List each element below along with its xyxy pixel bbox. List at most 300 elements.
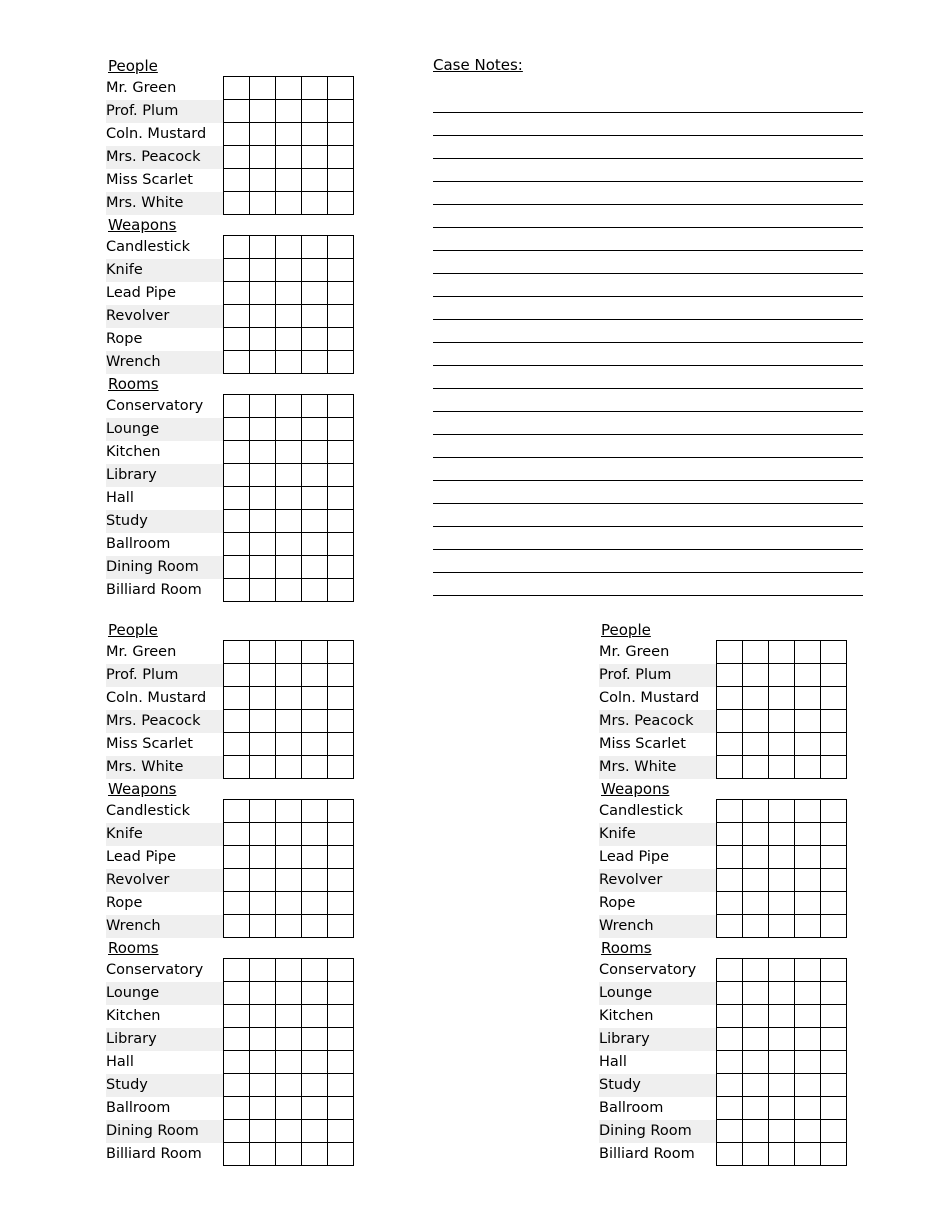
grid-checkbox-cell[interactable] xyxy=(250,1051,276,1074)
case-note-line[interactable] xyxy=(433,458,863,481)
grid-checkbox-cell[interactable] xyxy=(769,664,795,687)
grid-checkbox-cell[interactable] xyxy=(250,305,276,328)
grid-checkbox-cell[interactable] xyxy=(276,823,302,846)
grid-checkbox-cell[interactable] xyxy=(302,282,328,305)
grid-checkbox-cell[interactable] xyxy=(328,395,354,418)
grid-checkbox-cell[interactable] xyxy=(250,869,276,892)
grid-checkbox-cell[interactable] xyxy=(224,869,250,892)
grid-checkbox-cell[interactable] xyxy=(769,915,795,938)
grid-checkbox-cell[interactable] xyxy=(769,1074,795,1097)
grid-checkbox-cell[interactable] xyxy=(821,1005,847,1028)
grid-checkbox-cell[interactable] xyxy=(795,915,821,938)
grid-checkbox-cell[interactable] xyxy=(328,1051,354,1074)
grid-checkbox-cell[interactable] xyxy=(276,328,302,351)
grid-checkbox-cell[interactable] xyxy=(821,1120,847,1143)
grid-checkbox-cell[interactable] xyxy=(769,823,795,846)
grid-checkbox-cell[interactable] xyxy=(717,756,743,779)
case-note-line[interactable] xyxy=(433,182,863,205)
grid-checkbox-cell[interactable] xyxy=(821,869,847,892)
grid-checkbox-cell[interactable] xyxy=(276,1097,302,1120)
grid-checkbox-cell[interactable] xyxy=(302,487,328,510)
grid-checkbox-cell[interactable] xyxy=(743,1028,769,1051)
grid-checkbox-cell[interactable] xyxy=(302,959,328,982)
grid-checkbox-cell[interactable] xyxy=(328,556,354,579)
grid-checkbox-cell[interactable] xyxy=(302,823,328,846)
grid-checkbox-cell[interactable] xyxy=(302,1051,328,1074)
grid-checkbox-cell[interactable] xyxy=(795,733,821,756)
grid-checkbox-cell[interactable] xyxy=(328,687,354,710)
grid-checkbox-cell[interactable] xyxy=(769,869,795,892)
grid-checkbox-cell[interactable] xyxy=(769,1051,795,1074)
grid-checkbox-cell[interactable] xyxy=(250,846,276,869)
grid-checkbox-cell[interactable] xyxy=(276,1143,302,1166)
grid-checkbox-cell[interactable] xyxy=(224,641,250,664)
grid-checkbox-cell[interactable] xyxy=(250,1097,276,1120)
grid-checkbox-cell[interactable] xyxy=(717,869,743,892)
case-note-line[interactable] xyxy=(433,228,863,251)
grid-checkbox-cell[interactable] xyxy=(795,756,821,779)
grid-checkbox-cell[interactable] xyxy=(250,395,276,418)
grid-checkbox-cell[interactable] xyxy=(328,510,354,533)
grid-checkbox-cell[interactable] xyxy=(795,641,821,664)
grid-checkbox-cell[interactable] xyxy=(717,915,743,938)
grid-checkbox-cell[interactable] xyxy=(328,123,354,146)
grid-checkbox-cell[interactable] xyxy=(250,282,276,305)
grid-checkbox-cell[interactable] xyxy=(328,915,354,938)
grid-checkbox-cell[interactable] xyxy=(821,1028,847,1051)
grid-checkbox-cell[interactable] xyxy=(224,579,250,602)
grid-checkbox-cell[interactable] xyxy=(328,1028,354,1051)
grid-checkbox-cell[interactable] xyxy=(743,664,769,687)
grid-checkbox-cell[interactable] xyxy=(743,1051,769,1074)
grid-checkbox-cell[interactable] xyxy=(250,1120,276,1143)
grid-checkbox-cell[interactable] xyxy=(328,533,354,556)
grid-checkbox-cell[interactable] xyxy=(795,982,821,1005)
grid-checkbox-cell[interactable] xyxy=(250,441,276,464)
grid-checkbox-cell[interactable] xyxy=(250,982,276,1005)
grid-checkbox-cell[interactable] xyxy=(224,1028,250,1051)
grid-checkbox-cell[interactable] xyxy=(250,959,276,982)
grid-checkbox-cell[interactable] xyxy=(276,123,302,146)
grid-checkbox-cell[interactable] xyxy=(276,556,302,579)
grid-checkbox-cell[interactable] xyxy=(250,556,276,579)
grid-checkbox-cell[interactable] xyxy=(302,1097,328,1120)
grid-checkbox-cell[interactable] xyxy=(302,982,328,1005)
grid-checkbox-cell[interactable] xyxy=(328,1097,354,1120)
case-note-line[interactable] xyxy=(433,573,863,596)
grid-checkbox-cell[interactable] xyxy=(250,664,276,687)
grid-checkbox-cell[interactable] xyxy=(821,756,847,779)
grid-checkbox-cell[interactable] xyxy=(276,846,302,869)
grid-checkbox-cell[interactable] xyxy=(302,1120,328,1143)
grid-checkbox-cell[interactable] xyxy=(821,1074,847,1097)
grid-checkbox-cell[interactable] xyxy=(224,823,250,846)
grid-checkbox-cell[interactable] xyxy=(717,733,743,756)
grid-checkbox-cell[interactable] xyxy=(250,510,276,533)
grid-checkbox-cell[interactable] xyxy=(302,328,328,351)
grid-checkbox-cell[interactable] xyxy=(224,687,250,710)
grid-checkbox-cell[interactable] xyxy=(250,823,276,846)
grid-checkbox-cell[interactable] xyxy=(302,464,328,487)
grid-checkbox-cell[interactable] xyxy=(276,959,302,982)
grid-checkbox-cell[interactable] xyxy=(821,664,847,687)
grid-checkbox-cell[interactable] xyxy=(769,800,795,823)
grid-checkbox-cell[interactable] xyxy=(302,123,328,146)
grid-checkbox-cell[interactable] xyxy=(743,756,769,779)
grid-checkbox-cell[interactable] xyxy=(302,733,328,756)
grid-checkbox-cell[interactable] xyxy=(821,892,847,915)
grid-checkbox-cell[interactable] xyxy=(328,892,354,915)
grid-checkbox-cell[interactable] xyxy=(717,1143,743,1166)
grid-checkbox-cell[interactable] xyxy=(224,1143,250,1166)
grid-checkbox-cell[interactable] xyxy=(302,169,328,192)
grid-checkbox-cell[interactable] xyxy=(276,1005,302,1028)
grid-checkbox-cell[interactable] xyxy=(276,800,302,823)
grid-checkbox-cell[interactable] xyxy=(769,1005,795,1028)
grid-checkbox-cell[interactable] xyxy=(276,1074,302,1097)
grid-checkbox-cell[interactable] xyxy=(328,641,354,664)
grid-checkbox-cell[interactable] xyxy=(795,869,821,892)
grid-checkbox-cell[interactable] xyxy=(224,733,250,756)
grid-checkbox-cell[interactable] xyxy=(717,664,743,687)
grid-checkbox-cell[interactable] xyxy=(302,259,328,282)
grid-checkbox-cell[interactable] xyxy=(276,1120,302,1143)
grid-checkbox-cell[interactable] xyxy=(276,77,302,100)
grid-checkbox-cell[interactable] xyxy=(743,641,769,664)
grid-checkbox-cell[interactable] xyxy=(328,418,354,441)
grid-checkbox-cell[interactable] xyxy=(302,756,328,779)
grid-checkbox-cell[interactable] xyxy=(224,1074,250,1097)
grid-checkbox-cell[interactable] xyxy=(769,1143,795,1166)
grid-checkbox-cell[interactable] xyxy=(328,100,354,123)
grid-checkbox-cell[interactable] xyxy=(717,823,743,846)
grid-checkbox-cell[interactable] xyxy=(276,487,302,510)
grid-checkbox-cell[interactable] xyxy=(276,100,302,123)
grid-checkbox-cell[interactable] xyxy=(250,236,276,259)
grid-checkbox-cell[interactable] xyxy=(821,1051,847,1074)
grid-checkbox-cell[interactable] xyxy=(821,982,847,1005)
case-note-line[interactable] xyxy=(433,527,863,550)
grid-checkbox-cell[interactable] xyxy=(302,351,328,374)
grid-checkbox-cell[interactable] xyxy=(328,259,354,282)
grid-checkbox-cell[interactable] xyxy=(224,100,250,123)
grid-checkbox-cell[interactable] xyxy=(302,1005,328,1028)
grid-checkbox-cell[interactable] xyxy=(743,892,769,915)
grid-checkbox-cell[interactable] xyxy=(795,892,821,915)
grid-checkbox-cell[interactable] xyxy=(743,959,769,982)
grid-checkbox-cell[interactable] xyxy=(250,800,276,823)
grid-checkbox-cell[interactable] xyxy=(302,441,328,464)
grid-checkbox-cell[interactable] xyxy=(821,915,847,938)
grid-checkbox-cell[interactable] xyxy=(743,1005,769,1028)
grid-checkbox-cell[interactable] xyxy=(769,733,795,756)
grid-checkbox-cell[interactable] xyxy=(821,1143,847,1166)
grid-checkbox-cell[interactable] xyxy=(743,733,769,756)
grid-checkbox-cell[interactable] xyxy=(328,1074,354,1097)
grid-checkbox-cell[interactable] xyxy=(743,1143,769,1166)
grid-checkbox-cell[interactable] xyxy=(302,846,328,869)
grid-checkbox-cell[interactable] xyxy=(328,1120,354,1143)
grid-checkbox-cell[interactable] xyxy=(743,915,769,938)
grid-checkbox-cell[interactable] xyxy=(302,869,328,892)
grid-checkbox-cell[interactable] xyxy=(769,892,795,915)
grid-checkbox-cell[interactable] xyxy=(795,1097,821,1120)
grid-checkbox-cell[interactable] xyxy=(250,146,276,169)
grid-checkbox-cell[interactable] xyxy=(224,892,250,915)
grid-checkbox-cell[interactable] xyxy=(224,710,250,733)
grid-checkbox-cell[interactable] xyxy=(328,869,354,892)
grid-checkbox-cell[interactable] xyxy=(717,1120,743,1143)
grid-checkbox-cell[interactable] xyxy=(717,641,743,664)
grid-checkbox-cell[interactable] xyxy=(302,100,328,123)
grid-checkbox-cell[interactable] xyxy=(769,687,795,710)
grid-checkbox-cell[interactable] xyxy=(250,192,276,215)
case-note-line[interactable] xyxy=(433,389,863,412)
grid-checkbox-cell[interactable] xyxy=(250,464,276,487)
grid-checkbox-cell[interactable] xyxy=(302,664,328,687)
grid-checkbox-cell[interactable] xyxy=(224,1097,250,1120)
grid-checkbox-cell[interactable] xyxy=(328,351,354,374)
grid-checkbox-cell[interactable] xyxy=(795,959,821,982)
grid-checkbox-cell[interactable] xyxy=(250,892,276,915)
grid-checkbox-cell[interactable] xyxy=(769,1028,795,1051)
grid-checkbox-cell[interactable] xyxy=(224,236,250,259)
grid-checkbox-cell[interactable] xyxy=(250,710,276,733)
grid-checkbox-cell[interactable] xyxy=(743,687,769,710)
grid-checkbox-cell[interactable] xyxy=(328,77,354,100)
case-note-line[interactable] xyxy=(433,435,863,458)
grid-checkbox-cell[interactable] xyxy=(795,800,821,823)
grid-checkbox-cell[interactable] xyxy=(717,800,743,823)
grid-checkbox-cell[interactable] xyxy=(250,77,276,100)
grid-checkbox-cell[interactable] xyxy=(276,351,302,374)
grid-checkbox-cell[interactable] xyxy=(302,1074,328,1097)
grid-checkbox-cell[interactable] xyxy=(328,1005,354,1028)
grid-checkbox-cell[interactable] xyxy=(276,664,302,687)
grid-checkbox-cell[interactable] xyxy=(328,282,354,305)
grid-checkbox-cell[interactable] xyxy=(276,146,302,169)
grid-checkbox-cell[interactable] xyxy=(328,1143,354,1166)
case-note-line[interactable] xyxy=(433,90,863,113)
case-note-line[interactable] xyxy=(433,550,863,573)
grid-checkbox-cell[interactable] xyxy=(821,800,847,823)
grid-checkbox-cell[interactable] xyxy=(795,823,821,846)
case-note-line[interactable] xyxy=(433,205,863,228)
grid-checkbox-cell[interactable] xyxy=(224,959,250,982)
grid-checkbox-cell[interactable] xyxy=(224,664,250,687)
grid-checkbox-cell[interactable] xyxy=(795,1028,821,1051)
grid-checkbox-cell[interactable] xyxy=(224,441,250,464)
case-notes-lines[interactable] xyxy=(433,90,863,596)
grid-checkbox-cell[interactable] xyxy=(795,664,821,687)
grid-checkbox-cell[interactable] xyxy=(328,959,354,982)
grid-checkbox-cell[interactable] xyxy=(302,892,328,915)
grid-checkbox-cell[interactable] xyxy=(821,846,847,869)
case-note-line[interactable] xyxy=(433,412,863,435)
grid-checkbox-cell[interactable] xyxy=(224,533,250,556)
grid-checkbox-cell[interactable] xyxy=(769,756,795,779)
grid-checkbox-cell[interactable] xyxy=(743,823,769,846)
grid-checkbox-cell[interactable] xyxy=(717,687,743,710)
grid-checkbox-cell[interactable] xyxy=(250,169,276,192)
grid-checkbox-cell[interactable] xyxy=(276,395,302,418)
grid-checkbox-cell[interactable] xyxy=(717,1005,743,1028)
grid-checkbox-cell[interactable] xyxy=(795,846,821,869)
grid-checkbox-cell[interactable] xyxy=(250,328,276,351)
grid-checkbox-cell[interactable] xyxy=(328,710,354,733)
grid-checkbox-cell[interactable] xyxy=(250,100,276,123)
grid-checkbox-cell[interactable] xyxy=(795,1143,821,1166)
grid-checkbox-cell[interactable] xyxy=(250,756,276,779)
grid-checkbox-cell[interactable] xyxy=(302,915,328,938)
grid-checkbox-cell[interactable] xyxy=(302,395,328,418)
case-note-line[interactable] xyxy=(433,343,863,366)
grid-checkbox-cell[interactable] xyxy=(769,641,795,664)
grid-checkbox-cell[interactable] xyxy=(276,915,302,938)
grid-checkbox-cell[interactable] xyxy=(224,282,250,305)
grid-checkbox-cell[interactable] xyxy=(302,687,328,710)
grid-checkbox-cell[interactable] xyxy=(224,1005,250,1028)
grid-checkbox-cell[interactable] xyxy=(328,846,354,869)
grid-checkbox-cell[interactable] xyxy=(821,823,847,846)
grid-checkbox-cell[interactable] xyxy=(250,1005,276,1028)
case-note-line[interactable] xyxy=(433,481,863,504)
grid-checkbox-cell[interactable] xyxy=(276,533,302,556)
grid-checkbox-cell[interactable] xyxy=(276,282,302,305)
grid-checkbox-cell[interactable] xyxy=(276,579,302,602)
grid-checkbox-cell[interactable] xyxy=(224,395,250,418)
grid-checkbox-cell[interactable] xyxy=(224,846,250,869)
grid-checkbox-cell[interactable] xyxy=(250,687,276,710)
grid-checkbox-cell[interactable] xyxy=(276,892,302,915)
grid-checkbox-cell[interactable] xyxy=(328,192,354,215)
grid-checkbox-cell[interactable] xyxy=(743,710,769,733)
grid-checkbox-cell[interactable] xyxy=(717,1028,743,1051)
grid-checkbox-cell[interactable] xyxy=(276,441,302,464)
grid-checkbox-cell[interactable] xyxy=(717,982,743,1005)
grid-checkbox-cell[interactable] xyxy=(224,192,250,215)
grid-checkbox-cell[interactable] xyxy=(276,464,302,487)
grid-checkbox-cell[interactable] xyxy=(717,846,743,869)
grid-checkbox-cell[interactable] xyxy=(224,756,250,779)
grid-checkbox-cell[interactable] xyxy=(717,959,743,982)
grid-checkbox-cell[interactable] xyxy=(276,192,302,215)
grid-checkbox-cell[interactable] xyxy=(224,464,250,487)
grid-checkbox-cell[interactable] xyxy=(328,664,354,687)
grid-checkbox-cell[interactable] xyxy=(328,756,354,779)
grid-checkbox-cell[interactable] xyxy=(328,328,354,351)
case-note-line[interactable] xyxy=(433,320,863,343)
grid-checkbox-cell[interactable] xyxy=(328,441,354,464)
grid-checkbox-cell[interactable] xyxy=(717,892,743,915)
grid-checkbox-cell[interactable] xyxy=(717,1074,743,1097)
grid-checkbox-cell[interactable] xyxy=(328,146,354,169)
grid-checkbox-cell[interactable] xyxy=(276,982,302,1005)
grid-checkbox-cell[interactable] xyxy=(302,77,328,100)
grid-checkbox-cell[interactable] xyxy=(224,556,250,579)
grid-checkbox-cell[interactable] xyxy=(250,533,276,556)
grid-checkbox-cell[interactable] xyxy=(224,1120,250,1143)
grid-checkbox-cell[interactable] xyxy=(821,641,847,664)
grid-checkbox-cell[interactable] xyxy=(276,236,302,259)
grid-checkbox-cell[interactable] xyxy=(769,982,795,1005)
grid-checkbox-cell[interactable] xyxy=(717,710,743,733)
grid-checkbox-cell[interactable] xyxy=(328,236,354,259)
grid-checkbox-cell[interactable] xyxy=(224,1051,250,1074)
grid-checkbox-cell[interactable] xyxy=(250,418,276,441)
case-note-line[interactable] xyxy=(433,274,863,297)
grid-checkbox-cell[interactable] xyxy=(743,1074,769,1097)
grid-checkbox-cell[interactable] xyxy=(821,959,847,982)
grid-checkbox-cell[interactable] xyxy=(769,1097,795,1120)
grid-checkbox-cell[interactable] xyxy=(276,756,302,779)
grid-checkbox-cell[interactable] xyxy=(821,1097,847,1120)
grid-checkbox-cell[interactable] xyxy=(302,1143,328,1166)
grid-checkbox-cell[interactable] xyxy=(276,869,302,892)
grid-checkbox-cell[interactable] xyxy=(302,641,328,664)
grid-checkbox-cell[interactable] xyxy=(328,800,354,823)
grid-checkbox-cell[interactable] xyxy=(276,733,302,756)
grid-checkbox-cell[interactable] xyxy=(224,259,250,282)
grid-checkbox-cell[interactable] xyxy=(717,1051,743,1074)
grid-checkbox-cell[interactable] xyxy=(224,982,250,1005)
grid-checkbox-cell[interactable] xyxy=(224,169,250,192)
grid-checkbox-cell[interactable] xyxy=(328,823,354,846)
grid-checkbox-cell[interactable] xyxy=(769,710,795,733)
grid-checkbox-cell[interactable] xyxy=(743,982,769,1005)
grid-checkbox-cell[interactable] xyxy=(224,351,250,374)
grid-checkbox-cell[interactable] xyxy=(302,556,328,579)
grid-checkbox-cell[interactable] xyxy=(328,487,354,510)
grid-checkbox-cell[interactable] xyxy=(769,846,795,869)
grid-checkbox-cell[interactable] xyxy=(821,710,847,733)
case-note-line[interactable] xyxy=(433,297,863,320)
grid-checkbox-cell[interactable] xyxy=(302,533,328,556)
grid-checkbox-cell[interactable] xyxy=(224,487,250,510)
grid-checkbox-cell[interactable] xyxy=(224,915,250,938)
grid-checkbox-cell[interactable] xyxy=(276,641,302,664)
grid-checkbox-cell[interactable] xyxy=(250,259,276,282)
grid-checkbox-cell[interactable] xyxy=(328,464,354,487)
grid-checkbox-cell[interactable] xyxy=(224,510,250,533)
grid-checkbox-cell[interactable] xyxy=(795,1051,821,1074)
grid-checkbox-cell[interactable] xyxy=(250,487,276,510)
grid-checkbox-cell[interactable] xyxy=(821,687,847,710)
grid-checkbox-cell[interactable] xyxy=(795,687,821,710)
grid-checkbox-cell[interactable] xyxy=(743,869,769,892)
grid-checkbox-cell[interactable] xyxy=(795,1074,821,1097)
grid-checkbox-cell[interactable] xyxy=(717,1097,743,1120)
case-note-line[interactable] xyxy=(433,504,863,527)
grid-checkbox-cell[interactable] xyxy=(795,1005,821,1028)
grid-checkbox-cell[interactable] xyxy=(328,733,354,756)
grid-checkbox-cell[interactable] xyxy=(302,710,328,733)
grid-checkbox-cell[interactable] xyxy=(276,418,302,441)
grid-checkbox-cell[interactable] xyxy=(250,641,276,664)
grid-checkbox-cell[interactable] xyxy=(743,1097,769,1120)
grid-checkbox-cell[interactable] xyxy=(302,1028,328,1051)
grid-checkbox-cell[interactable] xyxy=(302,192,328,215)
grid-checkbox-cell[interactable] xyxy=(302,236,328,259)
grid-checkbox-cell[interactable] xyxy=(276,169,302,192)
grid-checkbox-cell[interactable] xyxy=(250,579,276,602)
grid-checkbox-cell[interactable] xyxy=(743,800,769,823)
grid-checkbox-cell[interactable] xyxy=(224,77,250,100)
grid-checkbox-cell[interactable] xyxy=(302,800,328,823)
grid-checkbox-cell[interactable] xyxy=(302,418,328,441)
grid-checkbox-cell[interactable] xyxy=(224,123,250,146)
case-note-line[interactable] xyxy=(433,113,863,136)
